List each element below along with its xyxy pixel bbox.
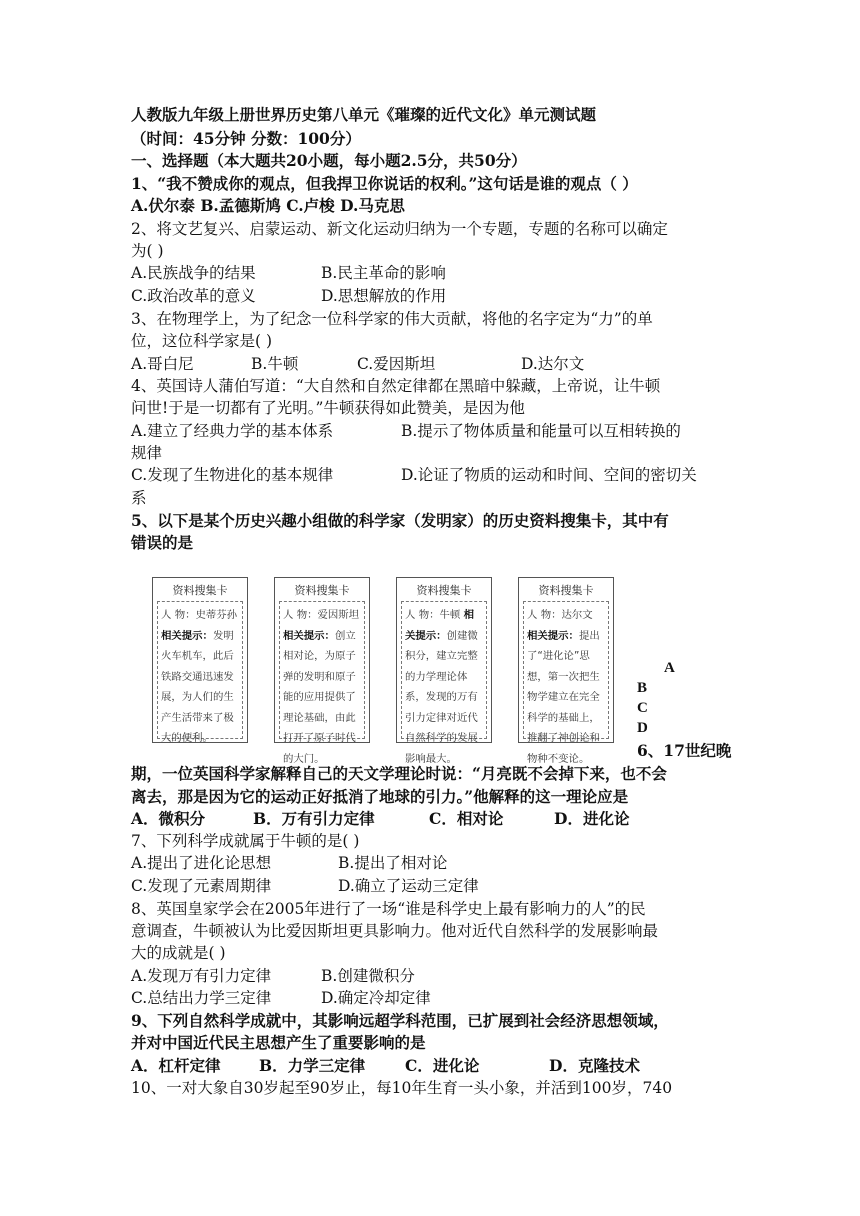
q8-option-d: D.确定冷却定律 [321,989,431,1007]
card-body [279,601,365,765]
q2-option-c: C.政治改革的意义 [131,287,256,305]
card-body [157,601,243,744]
q1-stem: 1、“我不赞成你的观点，但我捍卫你说话的权利。”这句话是谁的观点（ ） [131,174,638,193]
q2-option-b: B.民主革命的影响 [321,264,446,282]
q9-option-a: A．杠杆定律 [131,1056,221,1075]
q4-option-b: B.提示了物体质量和能量可以互相转换的 [401,422,681,440]
exam-subtitle: （时间：45分钟 分数：100分） [131,129,361,148]
q8-option-b: B.创建微积分 [321,967,415,985]
q8-option-c: C.总结出力学三定律 [131,989,272,1007]
q4-stem-line2: 问世!于是一切都有了光明。”牛顿获得如此赞美，是因为他 [131,399,525,417]
card-person-label: 人 物： [405,609,440,621]
q4-option-b-cont: 规律 [131,444,163,462]
q4-option-d: D.论证了物质的运动和时间、空间的密切关 [401,466,697,484]
resource-card [152,577,248,743]
card-hint-label: 相关提示： [527,629,579,642]
q3-option-b: B.牛顿 [251,355,299,373]
q6-option-c: C．相对论 [429,809,504,828]
card-title: 资料搜集卡 [416,584,472,597]
q7-stem: 7、下列科学成就属于牛顿的是( ) [131,832,360,850]
q3-option-c: C.爱因斯坦 [357,355,436,373]
resource-card [396,577,492,765]
q5-stem-line1: 5、以下是某个历史兴趣小组做的科学家（发明家）的历史资料搜集卡，其中有 [131,511,669,530]
resource-card [274,577,370,765]
q6-option-d: D．进化论 [554,809,630,828]
card-title: 资料搜集卡 [538,584,594,597]
q5-letter-a: A [664,660,675,676]
q7-option-d: D.确立了运动三定律 [338,877,479,895]
card-person-label: 人 物： [283,609,318,621]
resource-card [518,577,614,765]
card-body [401,601,487,765]
q8-stem-line3: 大的成就是( ) [131,944,226,962]
q8-stem-line2: 意调查，牛顿被认为比爱因斯坦更具影响力。他对近代自然科学的发展影响最 [131,922,659,940]
q9-option-d: D．克隆技术 [549,1056,640,1075]
q5-letter-b: B [637,680,648,696]
card-person-label: 人 物： [161,609,196,621]
q7-option-c: C.发现了元素周期律 [131,877,272,895]
q4-stem-line1: 4、英国诗人蒲伯写道：“大自然和自然定律都在黑暗中躲藏，上帝说，让牛顿 [131,377,661,395]
q1-options: A.伏尔泰 B.孟德斯鸠 C.卢梭 D.马克思 [131,196,405,215]
card-hint-label: 相关提示： [283,629,335,642]
q9-option-b: B．力学三定律 [259,1056,366,1075]
q7-option-a: A.提出了进化论思想 [131,854,272,872]
card-hint: 提出了“进化论”思想，第一次把生物学建立在完全科学的基础上，推翻了神创论和物种不变论。 [527,629,600,765]
card-title: 资料搜集卡 [294,584,350,597]
card-hint: 创建微积分，建立完整的力学理论体系，发现的万有引力定律对近代自然科学的发展影响最大。 [405,629,478,765]
q4-option-c: C.发现了生物进化的基本规律 [131,466,334,484]
q9-stem-line1: 9、下列自然科学成就中，其影响远超学科范围，已扩展到社会经济思想领域， [131,1011,669,1030]
card-person: 达尔文 [561,609,593,621]
q6-option-a: A．微积分 [131,809,206,828]
q6-stem-line2: 离去，那是因为它的运动正好抵消了地球的引力。”他解释的这一理论应是 [131,787,629,806]
card-person: 史蒂芬孙 [195,609,238,621]
q5-stem-line2: 错误的是 [131,533,194,552]
section-heading: 一、选择题（本大题共20小题，每小题2.5分，共50分） [131,151,527,170]
card-person: 牛顿 [439,609,461,621]
q8-stem-line1: 8、英国皇家学会在2005年进行了一场“谁是科学史上最有影响力的人”的民 [131,900,646,918]
q3-stem-line2: 位，这位科学家是( ) [131,332,273,350]
q5-letter-c: C [637,700,648,716]
q5-letter-d: D [637,720,648,736]
q2-option-a: A.民族战争的结果 [131,264,256,282]
q7-option-b: B.提出了相对论 [338,854,448,872]
q2-option-d: D.思想解放的作用 [321,287,447,305]
exam-title: 人教版九年级上册世界历史第八单元《璀璨的近代文化》单元测试题 [131,105,597,124]
q6-option-b: B．万有引力定律 [253,809,375,828]
card-hint: 创立相对论，为原子弹的发明和原子能的应用提供了理论基础，由此打开了原子时代的大门。 [283,629,356,765]
card-hint-label: 相关提示： [405,609,474,642]
card-hint: 发明火车机车，此后铁路交通迅速发展，为人们的生产生活带来了极大的便利。 [161,629,234,744]
q6-stem-start: 6、17世纪晚 [637,741,732,760]
q3-option-d: D.达尔文 [521,355,585,373]
q4-option-d-cont: 系 [131,489,147,507]
q10-stem-line1: 10、一对大象自30岁起至90岁止，每10年生育一头小象，并活到100岁，740 [131,1079,673,1097]
q2-stem-line1: 2、将文艺复兴、启蒙运动、新文化运动归纳为一个专题，专题的名称可以确定 [131,220,668,238]
q6-stem-line1: 期，一位英国科学家解释自己的天文学理论时说：“月亮既不会掉下来，也不会 [131,764,667,783]
q2-stem-line2: 为( ) [131,242,164,260]
q9-option-c: C．进化论 [405,1056,480,1075]
card-person: 爱因斯坦 [317,609,360,621]
card-body [523,601,609,765]
q3-stem-line1: 3、在物理学上，为了纪念一位科学家的伟大贡献，将他的名字定为“力”的单 [131,310,653,328]
q3-option-a: A.哥白尼 [131,355,194,373]
q4-option-a: A.建立了经典力学的基本体系 [131,422,334,440]
q8-option-a: A.发现万有引力定律 [131,967,272,985]
card-hint-label: 相关提示： [161,629,213,642]
q9-stem-line2: 并对中国近代民主思想产生了重要影响的是 [131,1033,426,1052]
card-person-label: 人 物： [527,609,562,621]
card-title: 资料搜集卡 [172,584,228,597]
